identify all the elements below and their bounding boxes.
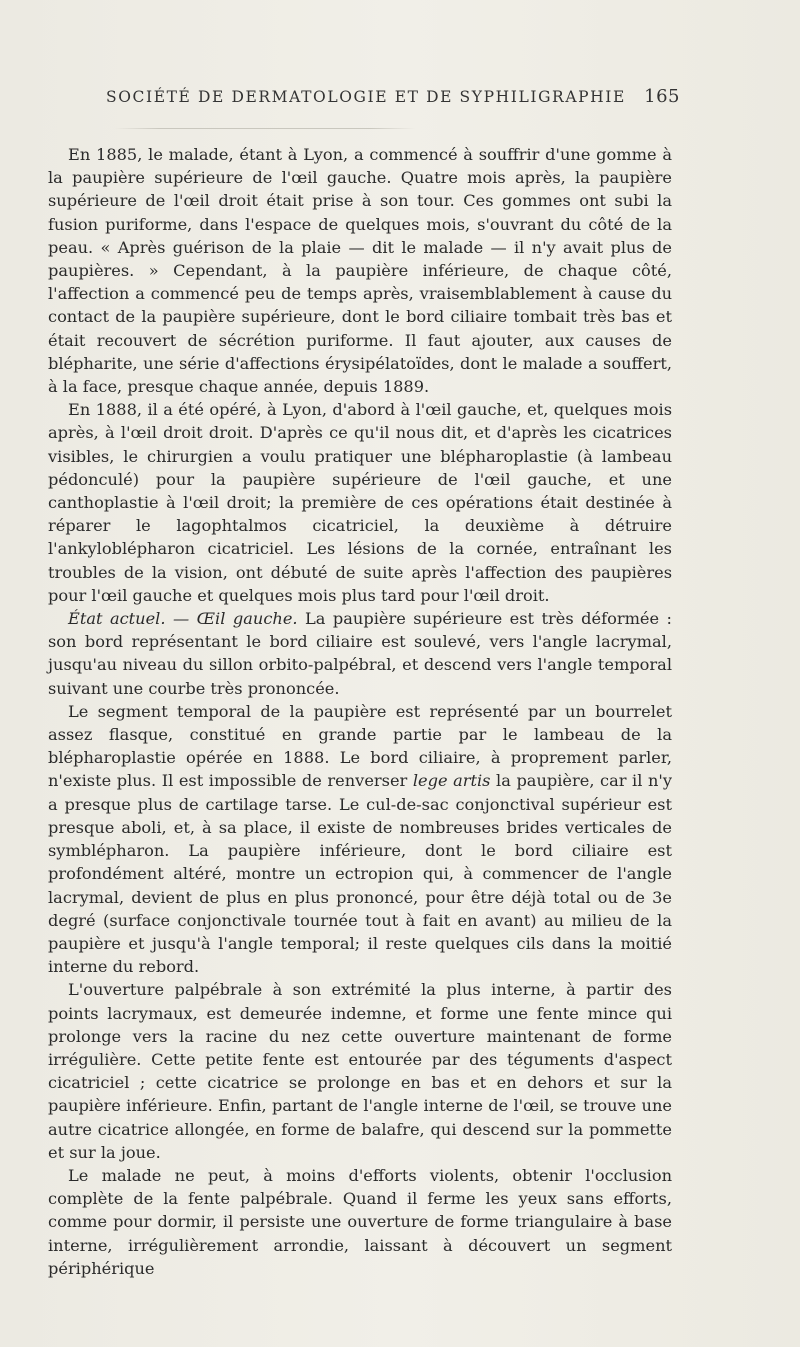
paragraph-temporal-segment	[48, 700, 672, 978]
paragraph-current-state	[48, 607, 672, 700]
paragraph-text-before: Le segment temporal de la paupière est représenté par un bourrelet assez flasque, constitué en grande partie par le lambeau de la blépharoplastie opérée en 1888. Le bord ciliaire, à proprement parler, n'existe plus. Il est impossible de renverser	[48, 701, 672, 791]
paragraph-text: En 1885, le malade, étant à Lyon, a commencé à souffrir d'une gomme à la paupière supérieure de l'œil gauche. Quatre mois après, la paupière supérieure de l'œil droit était prise à son tour. Ces gommes ont subi la fusion puriforme, dans l'espace de quelques mois, s'ouvrant du côté de la peau. « Après guérison de la plaie — dit le malade — il n'y avait plus de paupières. » Cependant, à la paupière inférieure, de chaque côté, l'affection a commencé peu de temps après, vraisemblablement à cause du contact de la paupière supérieure, dont le bord ciliaire tombait très bas et était recouvert de sécrétion puriforme. Il faut ajouter, aux causes de blépharite, une série d'affections érysipélatoïdes, dont le malade a souffert, à la face, presque chaque année, depuis 1889.	[48, 145, 672, 397]
paragraph-text: La paupière supérieure est très déformée : son bord représentant le bord ciliaire est soulevé, vers l'angle lacrymal, jusqu'au niveau du sillon orbito-palpébral, et descend vers l'angle temporal suivant une courbe très prononcée.	[48, 609, 673, 698]
paragraph-history	[48, 143, 672, 398]
latin-term: lege artis	[412, 771, 491, 791]
body-text	[48, 143, 672, 1280]
paragraph-occlusion	[48, 1164, 672, 1280]
header-rule	[115, 128, 415, 129]
paragraph-operations	[48, 398, 672, 607]
section-lead: État actuel. — Œil gauche.	[68, 609, 298, 629]
paragraph-text: En 1888, il a été opéré, à Lyon, d'abord à l'œil gauche, et, quelques mois après, à l'œil droit droit. D'après ce qu'il nous dit, et d'après les cicatrices visibles, le chirurgien a voulu pratiquer une blépharoplastie (à lambeau pédonculé) pour la paupière supérieure de l'œil gauche, et une canthoplastie à l'œil droit; la première de ces opérations était destinée à réparer le lagophtalmos cicatriciel, la deuxième à détruire l'ankyloblépharon cicatriciel. Les lésions de la cornée, entraînant les troubles de la vision, ont débuté de suite après l'affection des paupières pour l'œil gauche et quelques mois plus tard pour l'œil droit.	[48, 400, 672, 605]
running-head	[106, 88, 680, 112]
paragraph-palpebral-opening	[48, 978, 672, 1164]
page-number: 165	[644, 86, 680, 107]
paragraph-text-after: la paupière, car il n'y a presque plus de cartilage tarse. Le cul-de-sac conjonctival supérieur est presque aboli, et, à sa place, il existe de nombreuses brides verticales de symblépharon. La paupière inférieure, dont le bord ciliaire est profondément altéré, montre un ectropion qui, à commencer de l'angle lacrymal, devient de plus en plus prononcé, pour être déjà total ou de 3e degré (surface conjonctivale tournée tout à fait en avant) au milieu de la paupière et jusqu'à l'angle temporal; il reste quelques cils dans la moitié interne du rebord.	[48, 771, 672, 977]
running-title: SOCIÉTÉ DE DERMATOLOGIE ET DE SYPHILIGRAPHIE	[106, 88, 626, 106]
paragraph-text: Le malade ne peut, à moins d'efforts violents, obtenir l'occlusion complète de la fente palpébrale. Quand il ferme les yeux sans efforts, comme pour dormir, il persiste une ouverture de forme triangulaire à base interne, irrégulièrement arrondie, laissant à découvert un segment périphérique	[48, 1165, 672, 1278]
paragraph-text: L'ouverture palpébrale à son extrémité la plus interne, à partir des points lacrymaux, est demeurée indemne, et forme une fente mince qui prolonge vers la racine du nez cette ouverture maintenant de forme irrégulière. Cette petite fente est entourée par des téguments d'aspect cicatriciel ; cette cicatrice se prolonge en bas et en dehors et sur la paupière inférieure. Enfin, partant de l'angle interne de l'œil, se trouve une autre cicatrice allongée, en forme de balafre, qui descend sur la pommette et sur la joue.	[48, 980, 672, 1162]
